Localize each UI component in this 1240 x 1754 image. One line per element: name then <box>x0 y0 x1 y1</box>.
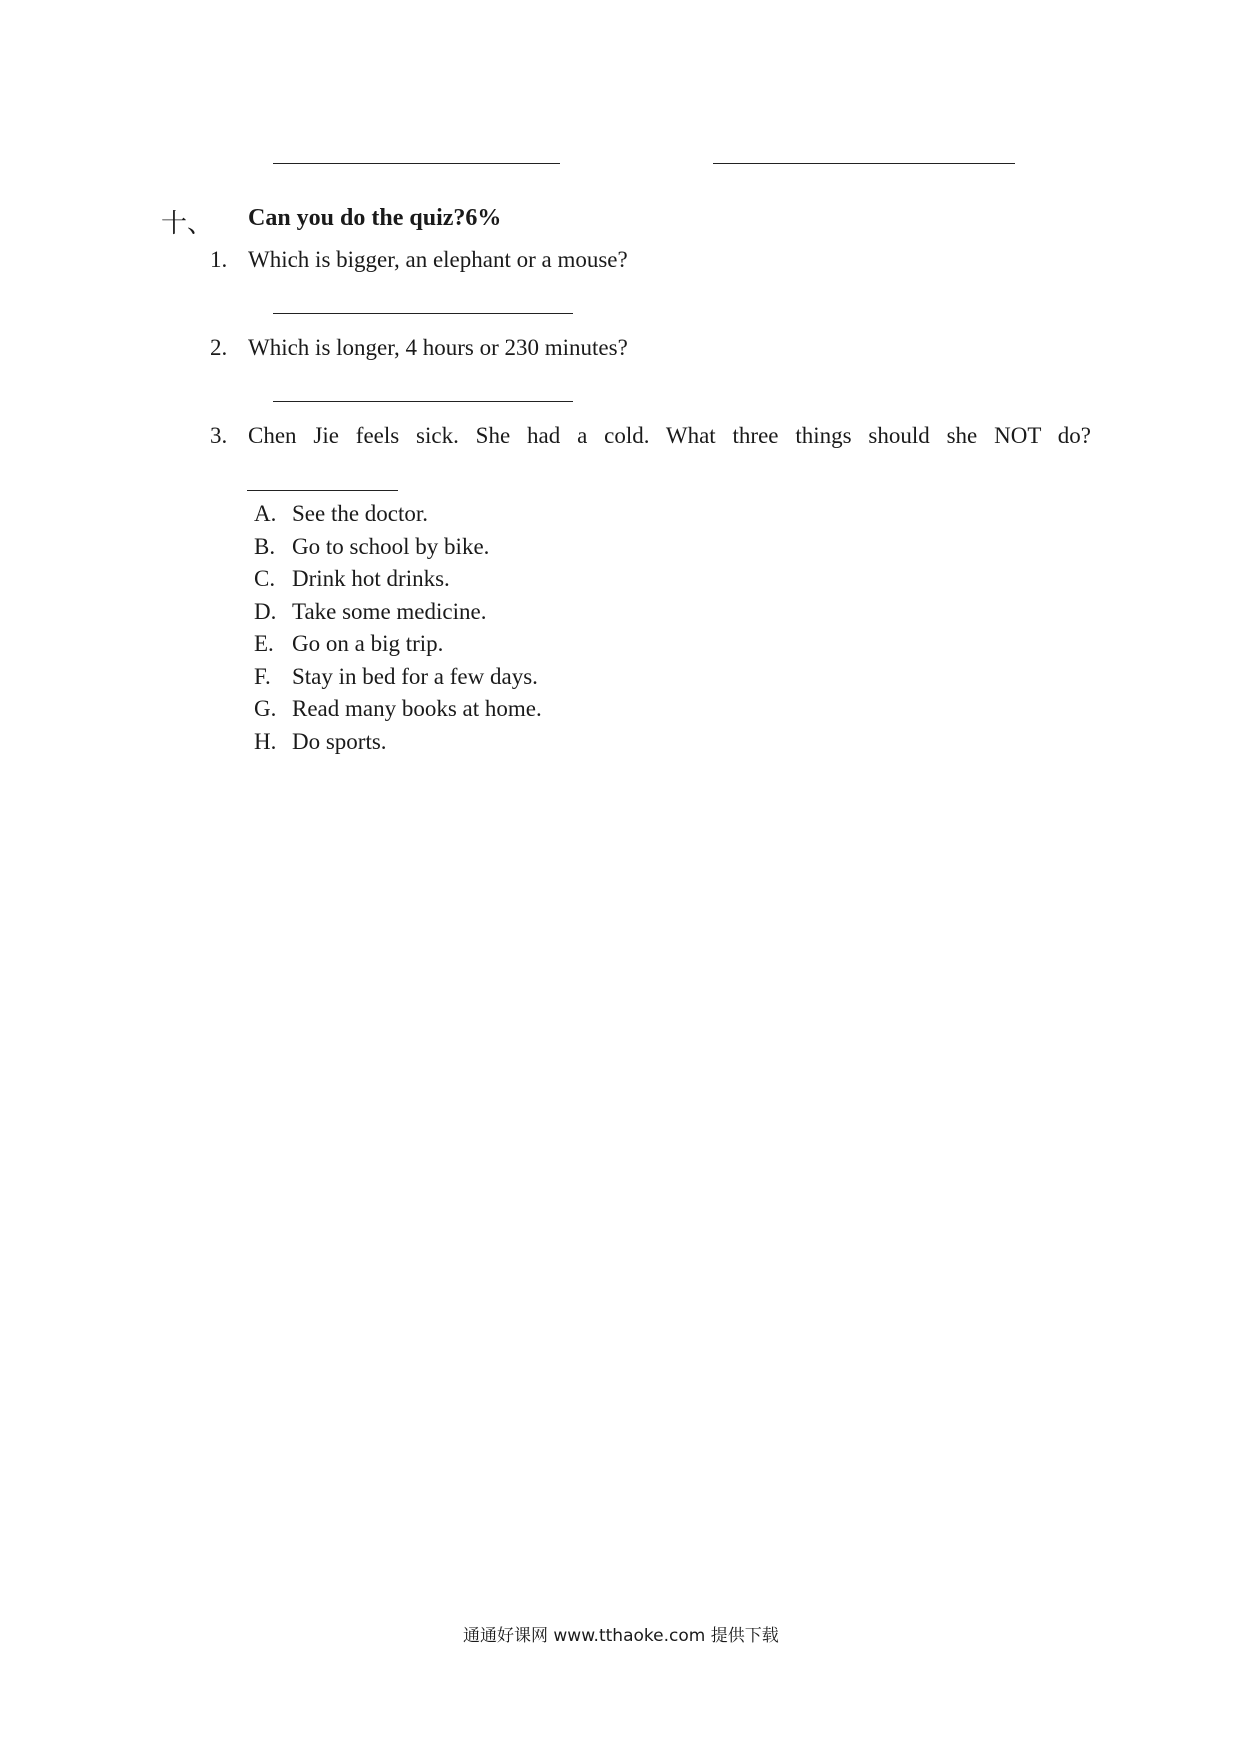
page-footer: 通通好课网 www.tthaoke.com 提供下载 <box>463 1626 779 1646</box>
option-h-letter: H. <box>254 729 277 754</box>
option-e-text: Go on a big trip. <box>292 631 444 656</box>
option-g-text: Read many books at home. <box>292 696 542 721</box>
option-c-text: Drink hot drinks. <box>292 566 450 591</box>
answer-blank-top-left[interactable] <box>273 163 560 164</box>
option-d-text: Take some medicine. <box>292 599 487 624</box>
section-number: 十、 <box>161 209 214 239</box>
option-h-text: Do sports. <box>292 729 387 754</box>
question-2-answer-blank[interactable] <box>273 401 573 402</box>
question-1-number: 1. <box>210 247 228 272</box>
option-c-letter: C. <box>254 566 276 591</box>
question-3-number: 3. <box>210 423 228 448</box>
question-3-text: Chen Jie feels sick. She had a cold. What three things should she NOT do? <box>248 423 1091 448</box>
section-title: Can you do the quiz?6% <box>248 205 502 231</box>
question-1-answer-blank[interactable] <box>273 313 573 314</box>
question-3-answer-blank[interactable] <box>247 490 398 491</box>
option-b-text: Go to school by bike. <box>292 534 490 559</box>
question-2-text: Which is longer, 4 hours or 230 minutes? <box>248 335 628 360</box>
option-b-letter: B. <box>254 534 276 559</box>
option-e-letter: E. <box>254 631 274 656</box>
answer-blank-top-right[interactable] <box>713 163 1015 164</box>
option-f-text: Stay in bed for a few days. <box>292 664 538 689</box>
option-g-letter: G. <box>254 696 277 721</box>
option-f-letter: F. <box>254 664 271 689</box>
option-a-text: See the doctor. <box>292 501 429 526</box>
option-d-letter: D. <box>254 599 277 624</box>
option-a-letter: A. <box>254 501 277 526</box>
question-1-text: Which is bigger, an elephant or a mouse? <box>248 247 628 272</box>
question-2-number: 2. <box>210 335 228 360</box>
